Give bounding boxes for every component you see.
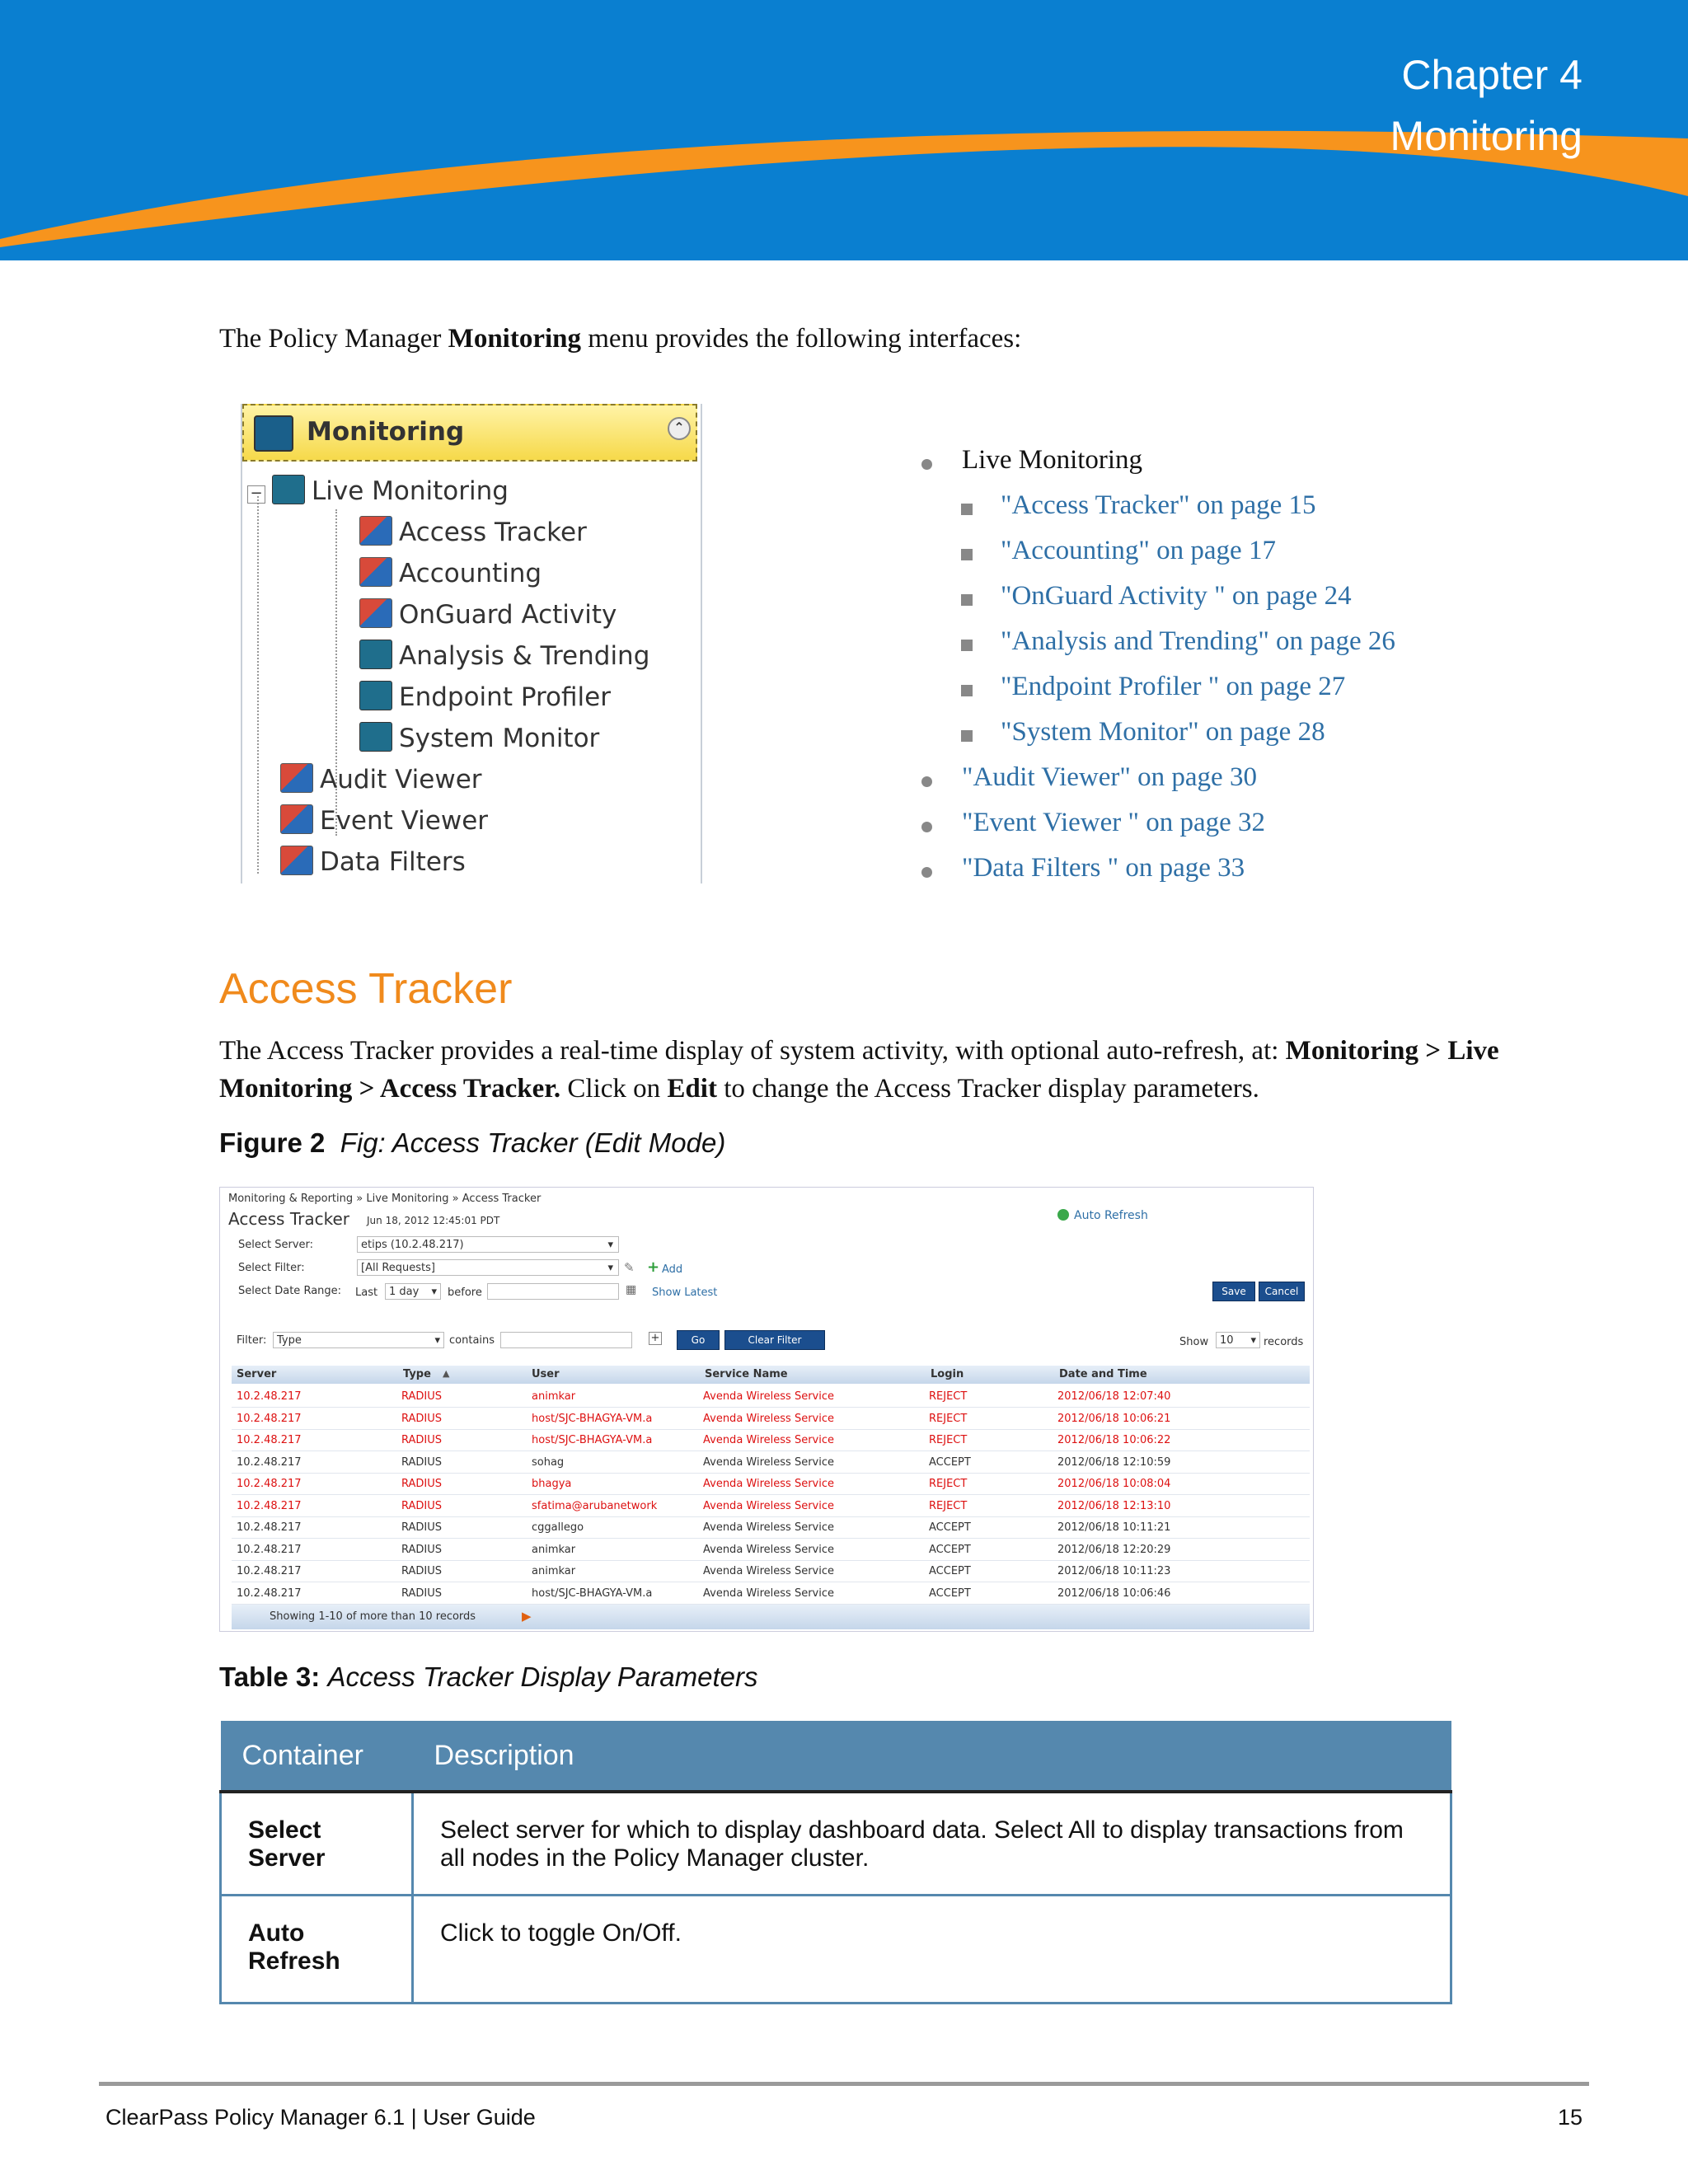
database-icon [359,516,392,546]
intro-bold: Monitoring [448,324,581,354]
tree-item-endpoint-profiler[interactable] [359,681,611,712]
link-endpoint-profiler[interactable]: "Endpoint Profiler " on page 27 [1001,672,1346,701]
cell-service: Avenda Wireless Service [703,1543,834,1556]
cell-type: RADIUS [401,1434,443,1446]
dropdown-arrow-icon: ▾ [607,1262,613,1274]
cell-user: animkar [532,1543,576,1556]
filter-field-dropdown[interactable] [273,1332,444,1348]
before-date-input[interactable] [487,1283,619,1300]
container-name-line: Server [248,1844,326,1872]
column-header-server[interactable]: Server [237,1368,277,1380]
footer-guide-title: ClearPass Policy Manager 6.1 | User Guide [106,2105,536,2130]
cell-server: 10.2.48.217 [237,1565,302,1577]
cell-time: 2012/06/18 10:08:04 [1057,1478,1171,1490]
tree-item-label: System Monitor [399,724,600,753]
tree-connector [257,496,259,874]
cell-type: RADIUS [401,1455,443,1469]
cancel-button[interactable]: Cancel [1259,1282,1305,1301]
tree-item-label: Audit Viewer [320,765,482,794]
cell-type: RADIUS [401,1390,443,1403]
tree-item-system-monitor[interactable] [359,722,599,753]
table-row [221,1896,1451,2004]
intro-text-end: menu provides the following interfaces: [581,324,1022,354]
add-link[interactable]: Add [662,1263,683,1276]
add-filter-icon[interactable]: + [649,1332,662,1345]
chapter-number: Chapter 4 [1401,52,1582,98]
cell-server: 10.2.48.217 [237,1586,302,1600]
database-icon [280,846,313,875]
container-name-line: Select [248,1816,321,1844]
cell-login: REJECT [929,1434,968,1446]
tree-item-onguard-activity[interactable] [359,598,617,630]
paragraph-bold: > [352,1074,380,1104]
database-icon [359,598,392,628]
cell-login: ACCEPT [929,1521,971,1534]
figure-caption-text: Fig: Access Tracker (Edit Mode) [340,1127,726,1158]
add-icon[interactable]: + [647,1258,660,1276]
cell-login: ACCEPT [929,1455,971,1469]
go-button[interactable]: Go [677,1330,720,1350]
tree-item-analysis-trending[interactable] [359,640,649,671]
select-server-value: etips (10.2.48.217) [361,1239,464,1251]
cell-login: ACCEPT [929,1543,971,1556]
column-header-date-time[interactable]: Date and Time [1059,1368,1147,1380]
save-button[interactable]: Save [1212,1282,1255,1301]
table-caption-text: Access Tracker Display Parameters [327,1661,758,1692]
show-latest-link[interactable]: Show Latest [652,1286,718,1299]
table-row[interactable] [232,1582,1310,1605]
bullet-square-icon [961,594,973,606]
bullet-square-icon [961,549,973,560]
grid-footer [232,1605,1310,1629]
filter-field-value: Type [277,1334,302,1347]
pulse-icon [272,475,305,504]
page-size-dropdown[interactable] [1216,1332,1260,1348]
figure-label: Figure 2 [219,1127,326,1158]
calendar-icon[interactable]: ▦ [626,1283,637,1296]
tree-item-label: Access Tracker [399,518,587,547]
column-header-type[interactable]: Type [403,1368,431,1380]
parameters-table [219,1721,1452,2004]
cell-service: Avenda Wireless Service [703,1412,834,1425]
bullet-dot-icon [921,822,932,832]
table-row[interactable] [232,1560,1310,1582]
tree-item-audit-viewer[interactable] [280,763,482,794]
container-name-line: Refresh [248,1947,340,1975]
database-icon [280,763,313,793]
cell-time: 2012/06/18 12:20:29 [1057,1543,1171,1556]
cell-time: 2012/06/18 10:06:21 [1057,1412,1171,1425]
cell-service: Avenda Wireless Service [703,1586,834,1600]
link-data-filters[interactable]: "Data Filters " on page 33 [962,853,1245,883]
bullet-dot-icon [921,459,932,470]
contains-label: contains [449,1334,495,1347]
cell-user: animkar [532,1390,576,1403]
column-header-login[interactable]: Login [931,1368,964,1380]
table-row [221,1792,1451,1896]
cell-time: 2012/06/18 10:11:21 [1057,1521,1171,1534]
cell-service: Avenda Wireless Service [703,1478,834,1490]
paragraph-bold: Monitoring [219,1074,353,1104]
column-header-service-name[interactable]: Service Name [705,1368,788,1380]
cell-user: host/SJC-BHAGYA-VM.a [532,1412,653,1425]
database-icon [280,804,313,834]
cell-type: RADIUS [401,1412,443,1425]
paragraph-bold: Live [1447,1036,1499,1066]
cell-server: 10.2.48.217 [237,1412,302,1425]
cell-service: Avenda Wireless Service [703,1565,834,1577]
records-label: records [1264,1336,1304,1348]
paragraph-text: Click on [560,1074,668,1104]
footer-divider [99,2082,1589,2086]
bullet-square-icon [961,685,973,696]
table-row[interactable] [232,1495,1310,1517]
dropdown-arrow-icon: ▾ [434,1334,440,1347]
select-filter-value: [All Requests] [361,1262,435,1274]
cell-server: 10.2.48.217 [237,1478,302,1490]
paragraph-bold: Access Tracker. [379,1074,561,1104]
cell-service: Avenda Wireless Service [703,1434,834,1446]
pulse-icon [359,722,392,752]
column-header-user[interactable]: User [532,1368,560,1380]
tracker-date: Jun 18, 2012 12:45:01 PDT [367,1215,500,1226]
table-cell-container [221,1896,413,2004]
link-event-viewer[interactable]: "Event Viewer " on page 32 [962,808,1265,837]
range-value: 1 day [389,1286,420,1298]
tree-item-label: Analysis & Trending [399,641,650,671]
cell-login: REJECT [929,1478,968,1490]
table-row[interactable] [232,1385,1310,1408]
paragraph-bold: > [1418,1036,1448,1066]
cell-time: 2012/06/18 12:07:40 [1057,1390,1171,1403]
cell-time: 2012/06/18 10:06:22 [1057,1434,1171,1446]
cell-server: 10.2.48.217 [237,1455,302,1469]
database-icon [359,557,392,587]
select-server-dropdown[interactable] [357,1236,619,1253]
collapse-toggle-icon[interactable]: − [247,485,265,504]
dropdown-arrow-icon: ▾ [431,1286,437,1298]
monitoring-menu-header[interactable] [242,404,697,462]
select-filter-label: Select Filter: [238,1262,305,1274]
cell-server: 10.2.48.217 [237,1521,302,1534]
before-label: before [448,1286,482,1299]
pulse-icon [359,640,392,669]
cell-user: cggallego [532,1521,584,1534]
cell-login: REJECT [929,1390,968,1403]
dropdown-arrow-icon: ▾ [1250,1334,1256,1347]
figure-caption [219,1127,725,1159]
tree-item-label: Live Monitoring [312,476,509,506]
auto-refresh-link[interactable]: Auto Refresh [1074,1209,1148,1222]
tree-item-label: Accounting [399,559,542,588]
link-analysis-trending[interactable]: "Analysis and Trending" on page 26 [1001,626,1395,656]
tree-item-data-filters[interactable] [280,846,466,877]
cell-login: ACCEPT [929,1586,971,1600]
filter-label: Filter: [237,1334,267,1347]
bullet-dot-icon [921,867,932,878]
chapter-title: Monitoring [1390,113,1582,159]
cell-user: host/SJC-BHAGYA-VM.a [532,1434,653,1446]
bullet-square-icon [961,730,973,742]
tree-item-access-tracker[interactable] [359,516,587,547]
bullet-square-icon [961,504,973,515]
tree-item-accounting[interactable] [359,557,542,588]
edit-icon[interactable]: ✎ [624,1260,635,1275]
cell-server: 10.2.48.217 [237,1543,302,1556]
cell-type: RADIUS [401,1586,443,1600]
paragraph-text: The Access Tracker provides a real-time display of system activity, with optional auto-refresh, at: [219,1036,1286,1066]
chapter-banner [0,0,1688,260]
table-cell-description: Select server for which to display dashboard data. Select All to display transactions from all nodes in the Policy Manager cluster. [413,1792,1451,1896]
footer-page-number: 15 [1557,2105,1582,2130]
container-name-line: Auto [248,1919,305,1947]
cell-service: Avenda Wireless Service [703,1455,834,1469]
table-row[interactable] [232,1516,1310,1539]
intro-paragraph [219,320,1021,358]
cell-type: RADIUS [401,1478,443,1490]
table-caption [219,1661,757,1693]
bullet-square-icon [961,640,973,651]
date-range-label: Select Date Range: [238,1285,342,1297]
cell-server: 10.2.48.217 [237,1499,302,1512]
table-row[interactable] [232,1539,1310,1561]
cell-service: Avenda Wireless Service [703,1521,834,1534]
monitoring-menu-tree [241,404,702,883]
cell-time: 2012/06/18 10:06:46 [1057,1586,1171,1600]
cell-user: bhagya [532,1478,572,1490]
cell-user: sfatima@arubanetwork [532,1499,658,1512]
cell-type: RADIUS [401,1521,443,1534]
select-filter-dropdown[interactable] [357,1259,619,1276]
paragraph-bold: Edit [667,1074,717,1104]
section-paragraph-line2 [219,1070,1259,1108]
tree-item-label: OnGuard Activity [399,600,617,630]
cell-login: ACCEPT [929,1565,971,1577]
table-row[interactable] [232,1473,1310,1495]
tree-item-label: Event Viewer [320,806,489,836]
cell-user: host/SJC-BHAGYA-VM.a [532,1586,653,1600]
paragraph-bold: Monitoring [1285,1036,1418,1066]
link-onguard-activity[interactable]: "OnGuard Activity " on page 24 [1001,581,1352,611]
tree-item-label: Endpoint Profiler [399,682,611,712]
clear-filter-button[interactable]: Clear Filter [724,1330,825,1350]
tracker-title: Access Tracker [228,1209,349,1229]
intro-text: The Policy Manager [219,324,448,354]
cell-type: RADIUS [401,1543,443,1556]
cell-service: Avenda Wireless Service [703,1390,834,1403]
sort-asc-icon: ▲ [443,1368,450,1379]
link-audit-viewer[interactable]: "Audit Viewer" on page 30 [962,762,1257,792]
table-row[interactable] [232,1408,1310,1430]
section-paragraph-line1 [219,1032,1499,1070]
cell-type: RADIUS [401,1565,443,1577]
filter-text-input[interactable] [500,1332,632,1348]
grid-header-row [232,1366,1310,1384]
bullet-dot-icon [921,776,932,787]
status-dot-icon [1057,1209,1069,1221]
cell-time: 2012/06/18 12:10:59 [1057,1455,1171,1469]
table-cell-container [221,1792,413,1896]
table-header-row [221,1721,1451,1792]
table-header-description: Description [413,1721,1451,1792]
select-server-label: Select Server: [238,1239,314,1251]
monitoring-menu-title: Monitoring [307,417,465,447]
cell-login: REJECT [929,1412,968,1425]
table-label: Table 3: [219,1661,321,1692]
tree-item-label: Data Filters [320,847,466,877]
cell-service: Avenda Wireless Service [703,1499,834,1512]
link-access-tracker[interactable]: "Access Tracker" on page 15 [1001,490,1316,520]
paragraph-text: to change the Access Tracker display parameters. [716,1074,1259,1104]
table-row[interactable] [232,1429,1310,1451]
tree-item-live-monitoring[interactable] [247,475,509,506]
section-heading: Access Tracker [219,965,513,1013]
link-accounting[interactable]: "Accounting" on page 17 [1001,536,1276,565]
range-dropdown[interactable] [385,1283,441,1300]
cell-time: 2012/06/18 10:11:23 [1057,1565,1171,1577]
records-summary: Showing 1-10 of more than 10 records [270,1610,476,1623]
pulse-icon [359,681,392,710]
dropdown-arrow-icon: ▾ [607,1239,613,1251]
cell-user: sohag [532,1455,565,1469]
table-row[interactable] [232,1451,1310,1474]
cell-user: animkar [532,1565,576,1577]
cell-server: 10.2.48.217 [237,1434,302,1446]
cell-type: RADIUS [401,1499,443,1512]
cell-server: 10.2.48.217 [237,1390,302,1403]
last-label: Last [355,1286,378,1299]
monitor-icon [254,415,293,452]
next-page-icon[interactable]: ▶ [522,1609,532,1624]
show-label: Show [1179,1336,1209,1348]
page-size-value: 10 [1220,1334,1234,1347]
table-header-container: Container [221,1721,413,1792]
cell-time: 2012/06/18 12:13:10 [1057,1499,1171,1512]
list-item-live-monitoring: Live Monitoring [962,445,1143,475]
access-tracker-screenshot [219,1187,1314,1632]
tree-item-event-viewer[interactable] [280,804,488,836]
link-system-monitor[interactable]: "System Monitor" on page 28 [1001,717,1325,747]
table-cell-description: Click to toggle On/Off. [413,1896,1451,2004]
cell-login: REJECT [929,1499,968,1512]
collapse-icon[interactable]: ⌃ [668,417,691,440]
breadcrumb: Monitoring & Reporting » Live Monitoring » Access Tracker [228,1193,542,1205]
